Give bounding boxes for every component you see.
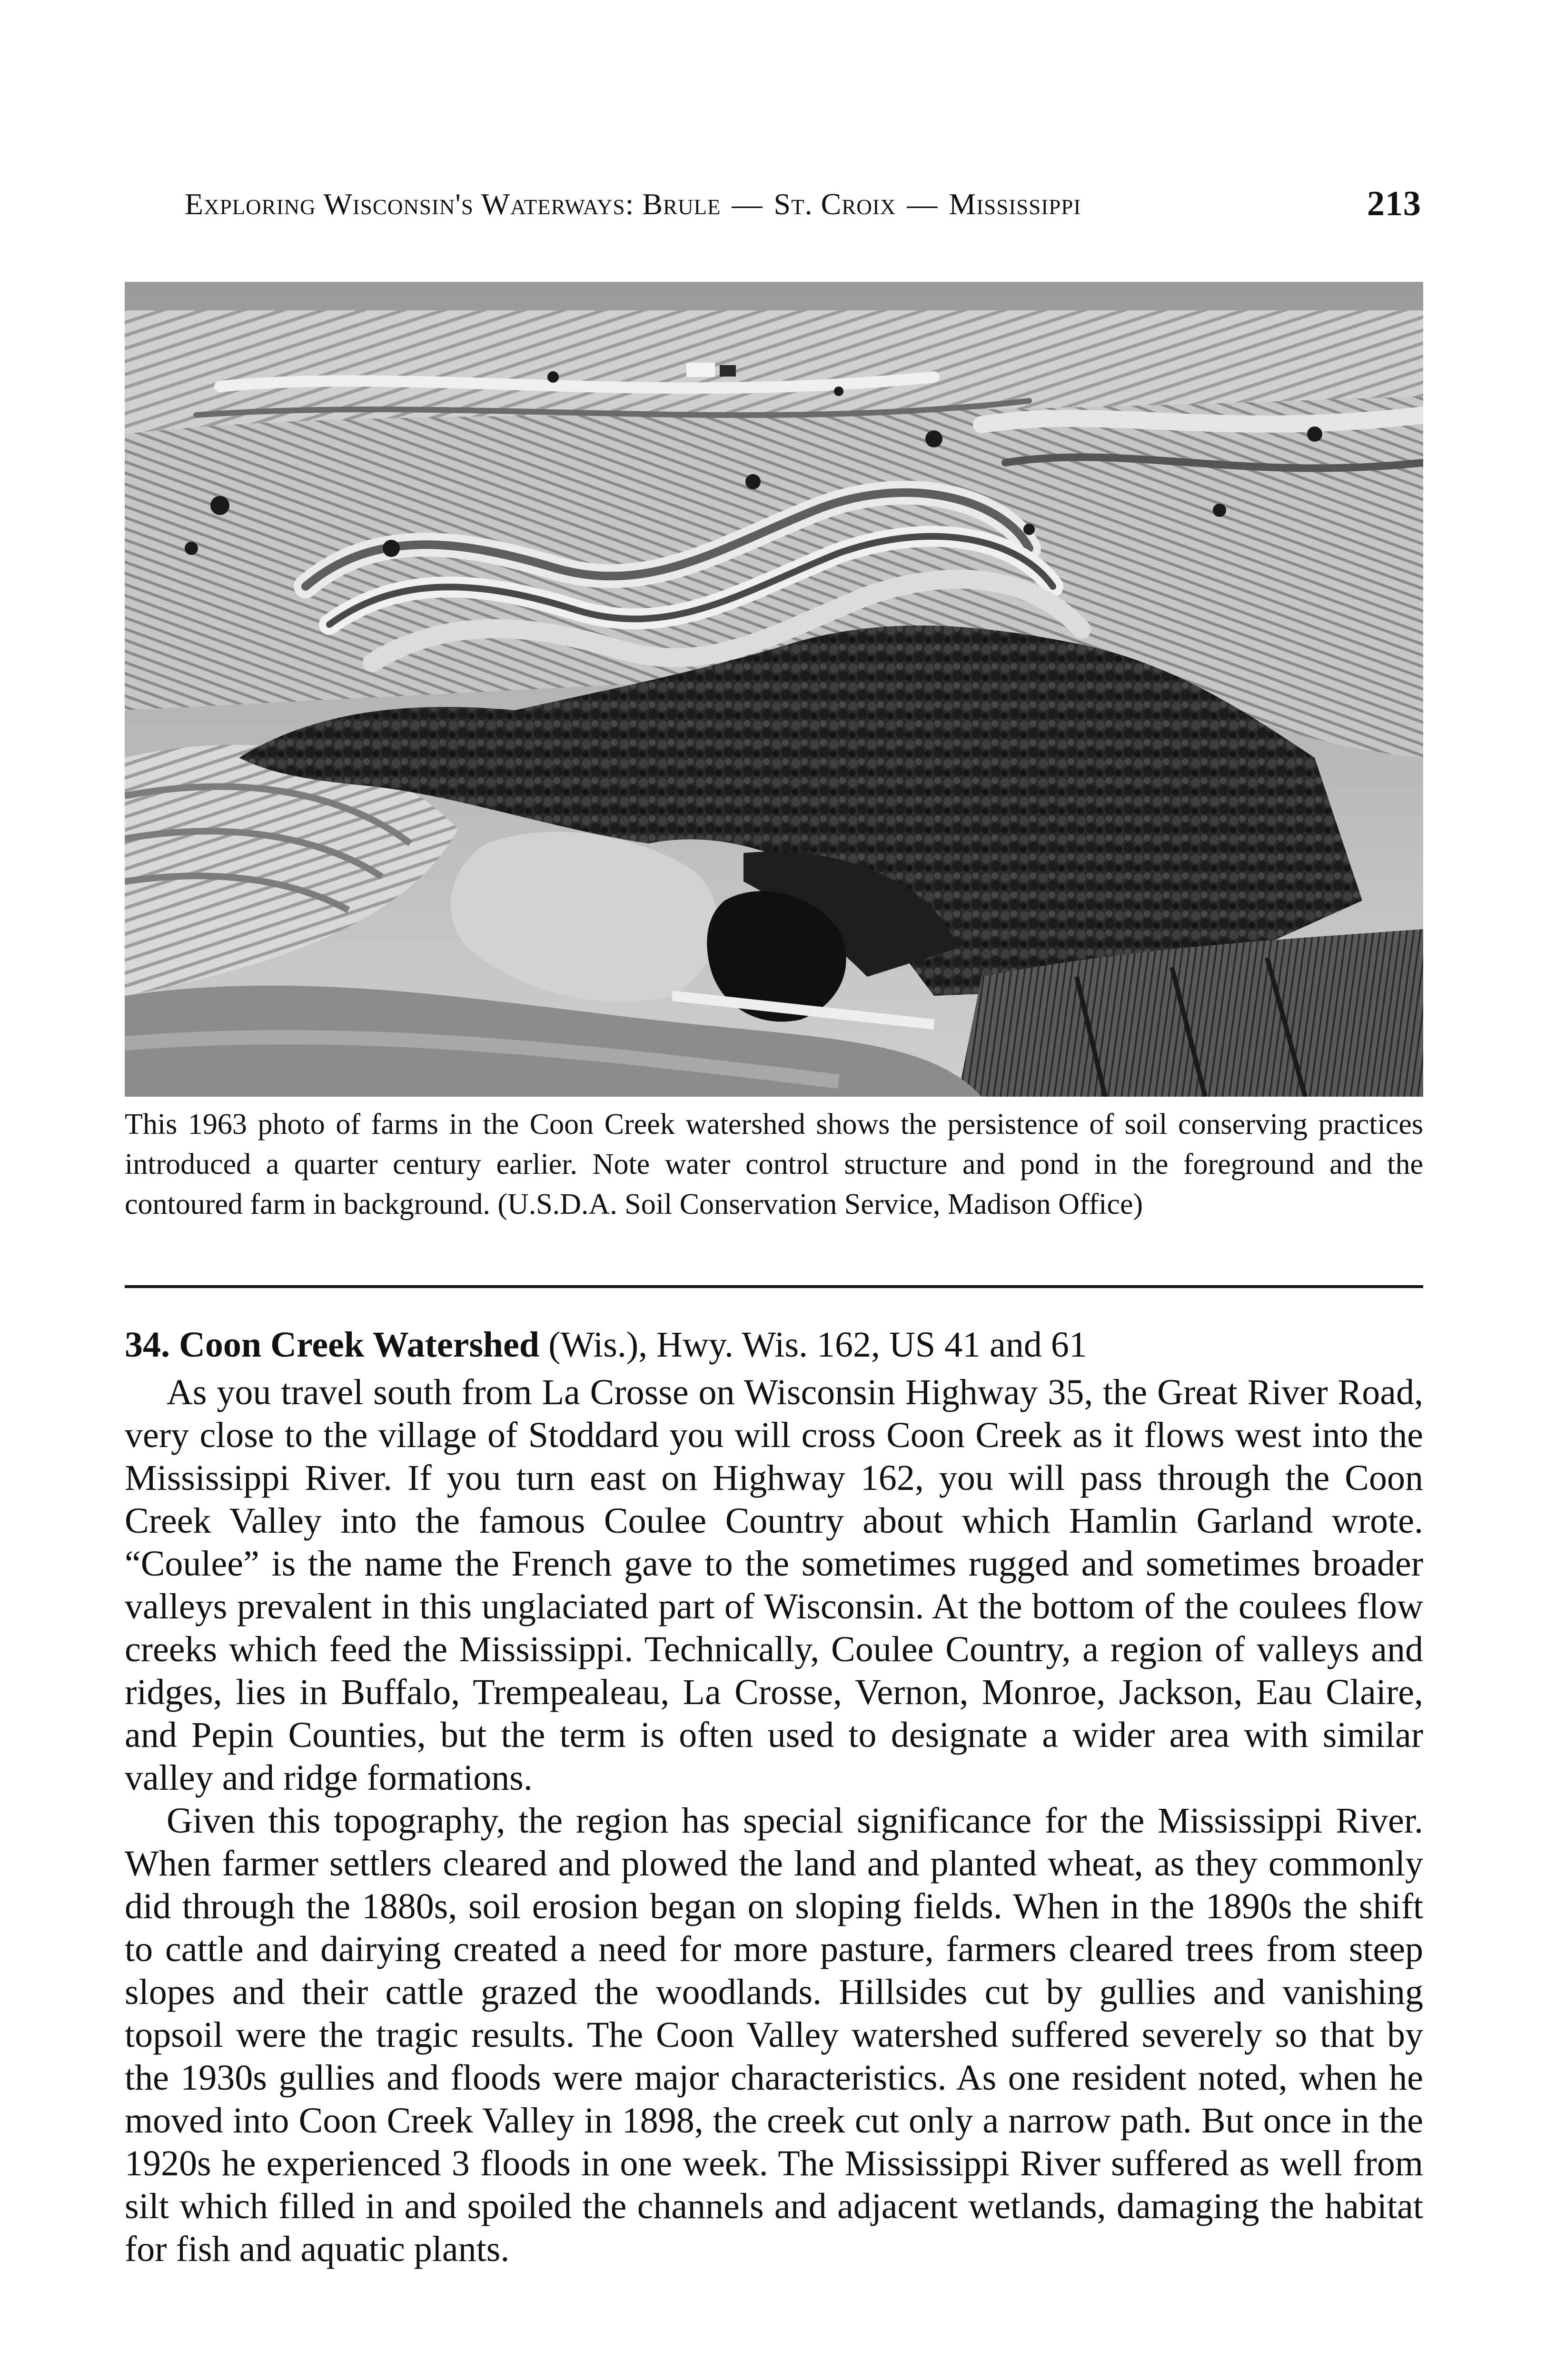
- running-title-part3: Mississippi: [949, 187, 1081, 221]
- section-divider: [125, 1285, 1423, 1288]
- entry-heading: [125, 1321, 1423, 1368]
- running-title-part1: Exploring Wisconsin's Waterways: Brule: [185, 187, 721, 221]
- page-number: 213: [1367, 184, 1421, 223]
- aerial-photo-illustration: [125, 282, 1423, 1097]
- running-head: [185, 184, 1422, 223]
- running-title-dash: —: [907, 187, 938, 221]
- body-text: [125, 1371, 1423, 2271]
- aerial-photo: [125, 282, 1423, 1097]
- running-title-dash: —: [732, 187, 763, 221]
- entry-name: Coon Creek Watershed: [179, 1325, 540, 1365]
- body-paragraph: As you travel south from La Crosse on Wisconsin Highway 35, the Great River Road, very close to the village of Stoddard you will cross Coon Creek as it flows west into the Mississippi River. If you turn east on Highway 162, you will pass through the Coon Creek Valley into the famous Coulee Country about which Hamlin Garland wrote. “Coulee” is the name the French gave to the sometimes rugged and sometimes broader valleys prevalent in this unglaciated part of Wisconsin. At the bottom of the coulees flow creeks which feed the Mississippi. Technically, Coulee Country, a region of valleys and ridges, lies in Buffalo, Trempealeau, La Crosse, Vernon, Monroe, Jackson, Eau Claire, and Pepin Counties, but the term is often used to designate a wider area with similar valley and ridge formations.: [125, 1372, 1423, 1798]
- body-paragraph: Given this topography, the region has special significance for the Mississippi River. When farmer settlers cleared and plowed the land and planted wheat, as they commonly did through the 1880s, soil erosion began on sloping fields. When in the 1890s the shift to cattle and dairying created a need for more pasture, farmers cleared trees from steep slopes and their cattle grazed the woodlands. Hillsides cut by gullies and vanishing topsoil were the tragic results. The Coon Valley watershed suffered severely so that by the 1930s gullies and floods were major characteristics. As one resident noted, when he moved into Coon Creek Valley in 1898, the creek cut only a narrow path. But once in the 1920s he experienced 3 floods in one week. The Mississippi River suffered as well from silt which filled in and spoiled the channels and adjacent wetlands, damaging the habitat for fish and aquatic plants.: [125, 1801, 1423, 2269]
- entry-number: 34.: [125, 1325, 170, 1365]
- entry-details: (Wis.), Hwy. Wis. 162, US 41 and 61: [548, 1325, 1087, 1365]
- running-title-part2: St. Croix: [773, 187, 896, 221]
- photo-caption: This 1963 photo of farms in the Coon Creek watershed shows the persistence of soil conserving practices introduced a quarter century earlier. Note water control structure and pond in the foreground and the contoured farm in background. (U.S.D.A. Soil Conservation Service, Madison Office): [125, 1108, 1423, 1220]
